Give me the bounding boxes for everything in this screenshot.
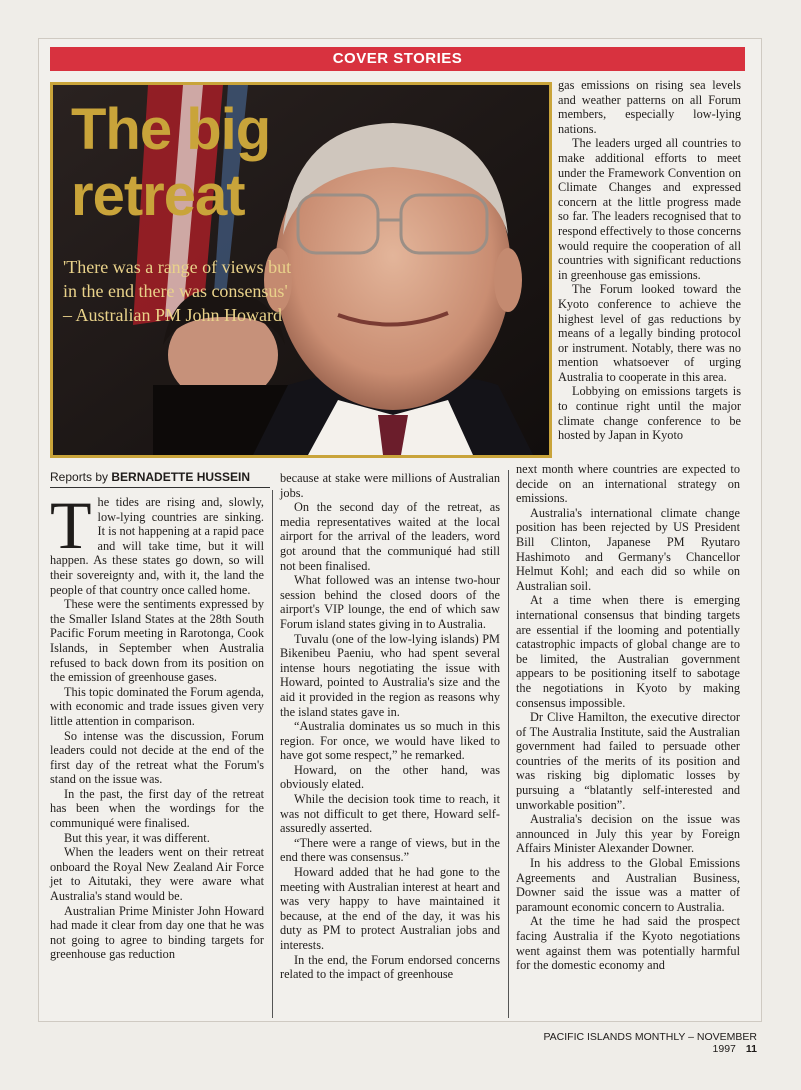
paragraph: When the leaders went on their retreat onboard the Royal New Zealand Air Force jet to Aitutaki, they were aware what Australia's stand would be. xyxy=(50,845,264,904)
paragraph: gas emissions on rising sea levels and weather patterns on all Forum members, especially low-lying nations. xyxy=(558,78,741,136)
page-footer xyxy=(497,1031,757,1055)
cover-photo xyxy=(50,82,552,458)
paragraph: In his address to the Global Emissions Agreements and Australian Business, Downer said the issue was a matter of paramount economic concern to Australia. xyxy=(516,856,740,914)
paragraph: In the past, the first day of the retreat has been when the wordings for the communiqué were finalised. xyxy=(50,786,264,831)
paragraph: Australia's international climate change position has been rejected by US President Bill Clinton, Japanese PM Ryutaro Hashimoto and Germany's Chancellor Helmut Kohl; and each did so while on Australian soil. xyxy=(516,505,740,593)
paragraph: But this year, it was different. xyxy=(64,830,210,845)
column-divider xyxy=(508,470,509,1018)
byline-author: BERNADETTE HUSSEIN xyxy=(111,470,251,484)
lead-text: he tides are rising and, slowly, low-lying countries are sinking. It is not happening at a rapid pace and will take time, but it will happen. As these states go down, so will their sovereignty and, with it, the land the people of that country once called home. xyxy=(50,495,264,597)
paragraph: What followed was an intense two-hour session behind the closed doors of the airport's VIP lounge, the end of which saw Forum island states giving in to Australia. xyxy=(280,573,500,631)
paragraph: So intense was the discussion, Forum leaders could not decide at the end of the first day of the retreat what the Forum's stand on the issue was. xyxy=(50,728,264,787)
paragraph: These were the sentiments expressed by the Smaller Island States at the 28th South Pacific Forum meeting in Rarotonga, Cook Islands, in September when Australia refused to back down from its position on the emission of greenhouse gases. xyxy=(50,597,264,685)
paragraph: At a time when there is emerging international consensus that binding targets are essential if the looming and potentially catastrophic impacts of global change are to be limited, the Australian government appears to be positioning itself to sabotage the negotiations in Kyoto by making consensus impossible. xyxy=(516,593,740,710)
page-number: 11 xyxy=(745,1043,757,1055)
column-divider xyxy=(272,490,273,1018)
paragraph: The leaders urged all countries to make additional efforts to meet under the Framework Convention on Climate Changes and expressed concern at the little progress made so far. The leaders recognised that to respond effectively to those concerns would require the cooperation of all countries with significant reductions in greenhouse gas emissions. xyxy=(558,136,741,282)
headline: The big retreat xyxy=(71,97,271,228)
section-banner: COVER STORIES xyxy=(50,47,745,71)
paragraph: While the decision took time to reach, it was not difficult to get there, Howard self-assuredly asserted. xyxy=(280,792,500,836)
paragraph: Australian Prime Minister John Howard had made it clear from day one that he was not going to agree to binding targets for greenhouse gas reduction xyxy=(50,903,264,962)
paragraph: Howard, on the other hand, was obviously elated. xyxy=(280,762,500,792)
paragraph: “There were a range of views, but in the end there was consensus.” xyxy=(280,835,500,865)
paragraph-lead xyxy=(50,487,264,597)
paragraph: This topic dominated the Forum agenda, with economic and trade issues given very little attention in comparison. xyxy=(50,684,264,728)
paragraph: Howard added that he had gone to the meeting with Australian interest at heart and was very happy to have maintained it because, at the end of the day, it was his duty as PM to protect Australian jobs and interests. xyxy=(280,865,500,952)
byline xyxy=(50,470,270,488)
paragraph: because at stake were millions of Australian jobs. xyxy=(280,471,500,500)
paragraph: The Forum looked toward the Kyoto conference to achieve the highest level of gas reductions by means of a legally binding protocol or instrument. Notably, there was no mention whatsoever of urging Australia to cooperate in this area. xyxy=(558,282,741,384)
article-column-3 xyxy=(516,462,740,973)
paragraph: next month where countries are expected to decide on an international strategy on emissions. xyxy=(516,462,740,506)
paragraph: On the second day of the retreat, as media representatives waited at the local airport for the arrival of the leaders, word got around that the communiqué had still not been finalised. xyxy=(280,500,500,573)
article-column-1 xyxy=(50,487,264,962)
article-column-top-right xyxy=(558,78,741,443)
article-column-2 xyxy=(280,471,500,982)
paragraph: “Australia dominates us so much in this region. For once, we would have liked to have got some respect,” he remarked. xyxy=(280,719,500,763)
paragraph: Lobbying on emissions targets is to continue right until the major climate change conference to be hosted by Japan in Kyoto xyxy=(558,384,741,443)
photo-caption-quote: 'There was a range of views but in the end there was consensus' – Australian PM John Howard xyxy=(63,257,292,325)
drop-cap: T xyxy=(50,487,92,563)
paragraph: In the end, the Forum endorsed concerns related to the impact of greenhouse xyxy=(280,952,500,982)
paragraph: At the time he had said the prospect facing Australia if the Kyoto negotiations went against them was potentially harmful for the domestic economy and xyxy=(516,914,740,973)
byline-prefix: Reports by xyxy=(50,470,109,484)
publication-name: PACIFIC ISLANDS MONTHLY – NOVEMBER 1997 xyxy=(543,1031,757,1055)
paragraph: Dr Clive Hamilton, the executive director of The Australia Institute, said the Australian government had failed to persuade other countries of the merits of its position and was risking big diplomatic losses by pursuing a “blatantly self-interested and unworkable position”. xyxy=(516,710,740,812)
paragraph: Australia's decision on the issue was announced in July this year by Foreign Affairs Minister Alexander Downer. xyxy=(516,812,740,856)
paragraph: Tuvalu (one of the low-lying islands) PM Bikenibeu Paeniu, who had spent several intense hours negotiating the issue with Howard, pointed to Australia's size and the aid it provided in the region as reasons why the island states gave in. xyxy=(280,631,500,719)
